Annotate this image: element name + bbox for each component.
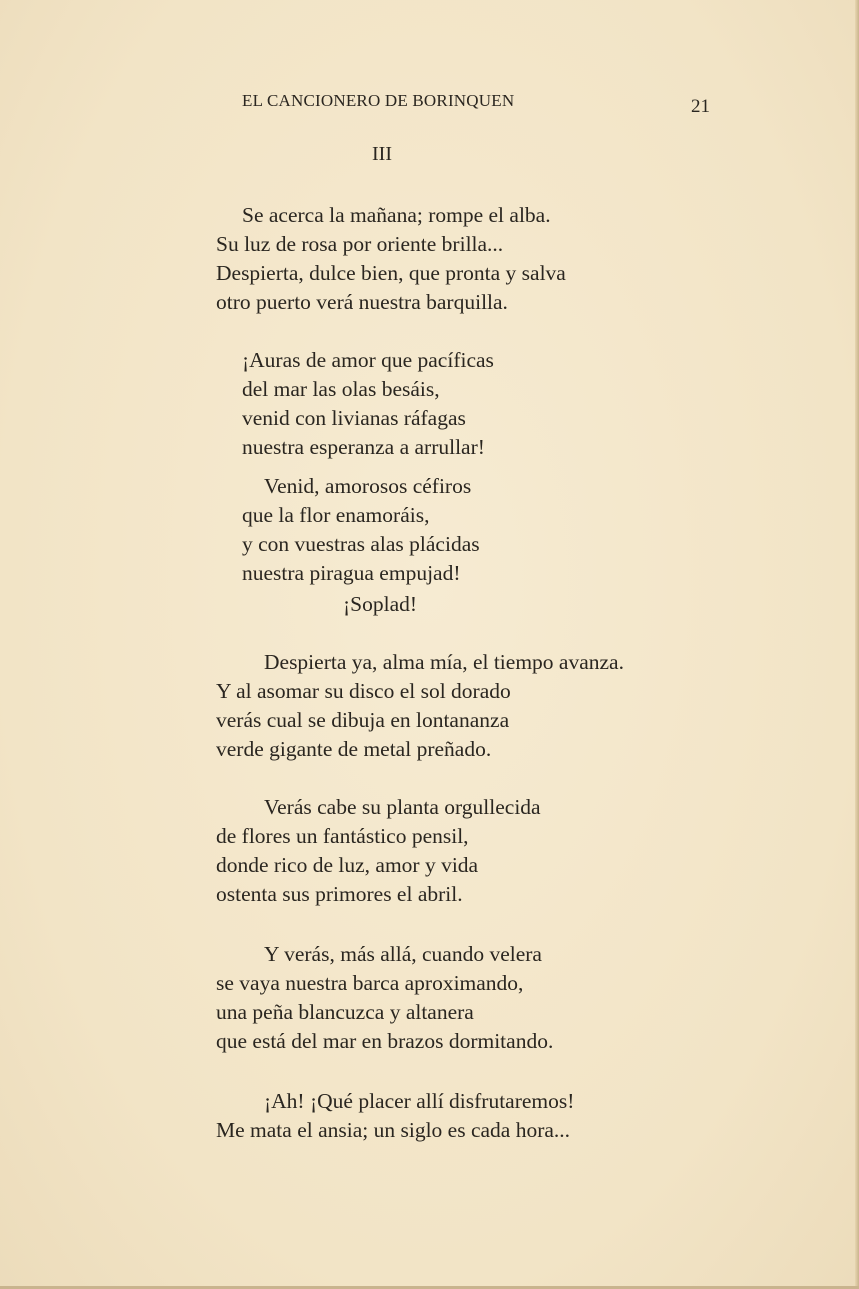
poem-line: venid con livianas ráfagas <box>242 406 466 430</box>
poem-line: Me mata el ansia; un siglo es cada hora... <box>216 1118 571 1142</box>
poem-line: del mar las olas besáis, <box>242 377 440 401</box>
poem-line: que está del mar en brazos dormitando. <box>216 1029 554 1053</box>
poem-line: que la flor enamoráis, <box>242 503 430 527</box>
poem-line: verás cual se dibuja en lontananza <box>216 708 510 732</box>
poem-line: donde rico de luz, amor y vida <box>216 853 479 877</box>
poem-line: Y al asomar su disco el sol dorado <box>216 679 511 703</box>
poem-line: nuestra esperanza a arrullar! <box>242 435 485 459</box>
poem-line: ¡Auras de amor que pacíficas <box>242 348 494 372</box>
page-edge <box>855 0 859 1289</box>
page-number: 21 <box>691 96 710 117</box>
running-header: EL CANCIONERO DE BORINQUEN <box>242 91 515 110</box>
poem-line: una peña blancuzca y altanera <box>216 1000 474 1024</box>
poem-line: Verás cabe su planta orgullecida <box>264 795 541 819</box>
poem-line: Se acerca la mañana; rompe el alba. <box>242 203 551 227</box>
section-number: III <box>372 143 392 165</box>
poem-line: ¡Ah! ¡Qué placer allí disfrutaremos! <box>264 1089 575 1113</box>
poem-line: se vaya nuestra barca aproximando, <box>216 971 524 995</box>
poem-line: otro puerto verá nuestra barquilla. <box>216 290 508 314</box>
poem-line: nuestra piragua empujad! <box>242 561 461 585</box>
poem-line: Y verás, más allá, cuando velera <box>264 942 542 966</box>
poem-line: ostenta sus primores el abril. <box>216 882 463 906</box>
poem-line: y con vuestras alas plácidas <box>242 532 480 556</box>
poem-line: Despierta ya, alma mía, el tiempo avanza. <box>264 650 624 674</box>
poem-line: Venid, amorosos céfiros <box>264 474 472 498</box>
poem-line: Su luz de rosa por oriente brilla... <box>216 232 504 256</box>
poem-line: Despierta, dulce bien, que pronta y salva <box>216 261 566 285</box>
poem-line: verde gigante de metal preñado. <box>216 737 492 761</box>
poem-line: de flores un fantástico pensil, <box>216 824 469 848</box>
poem-line: ¡Soplad! <box>343 592 418 616</box>
